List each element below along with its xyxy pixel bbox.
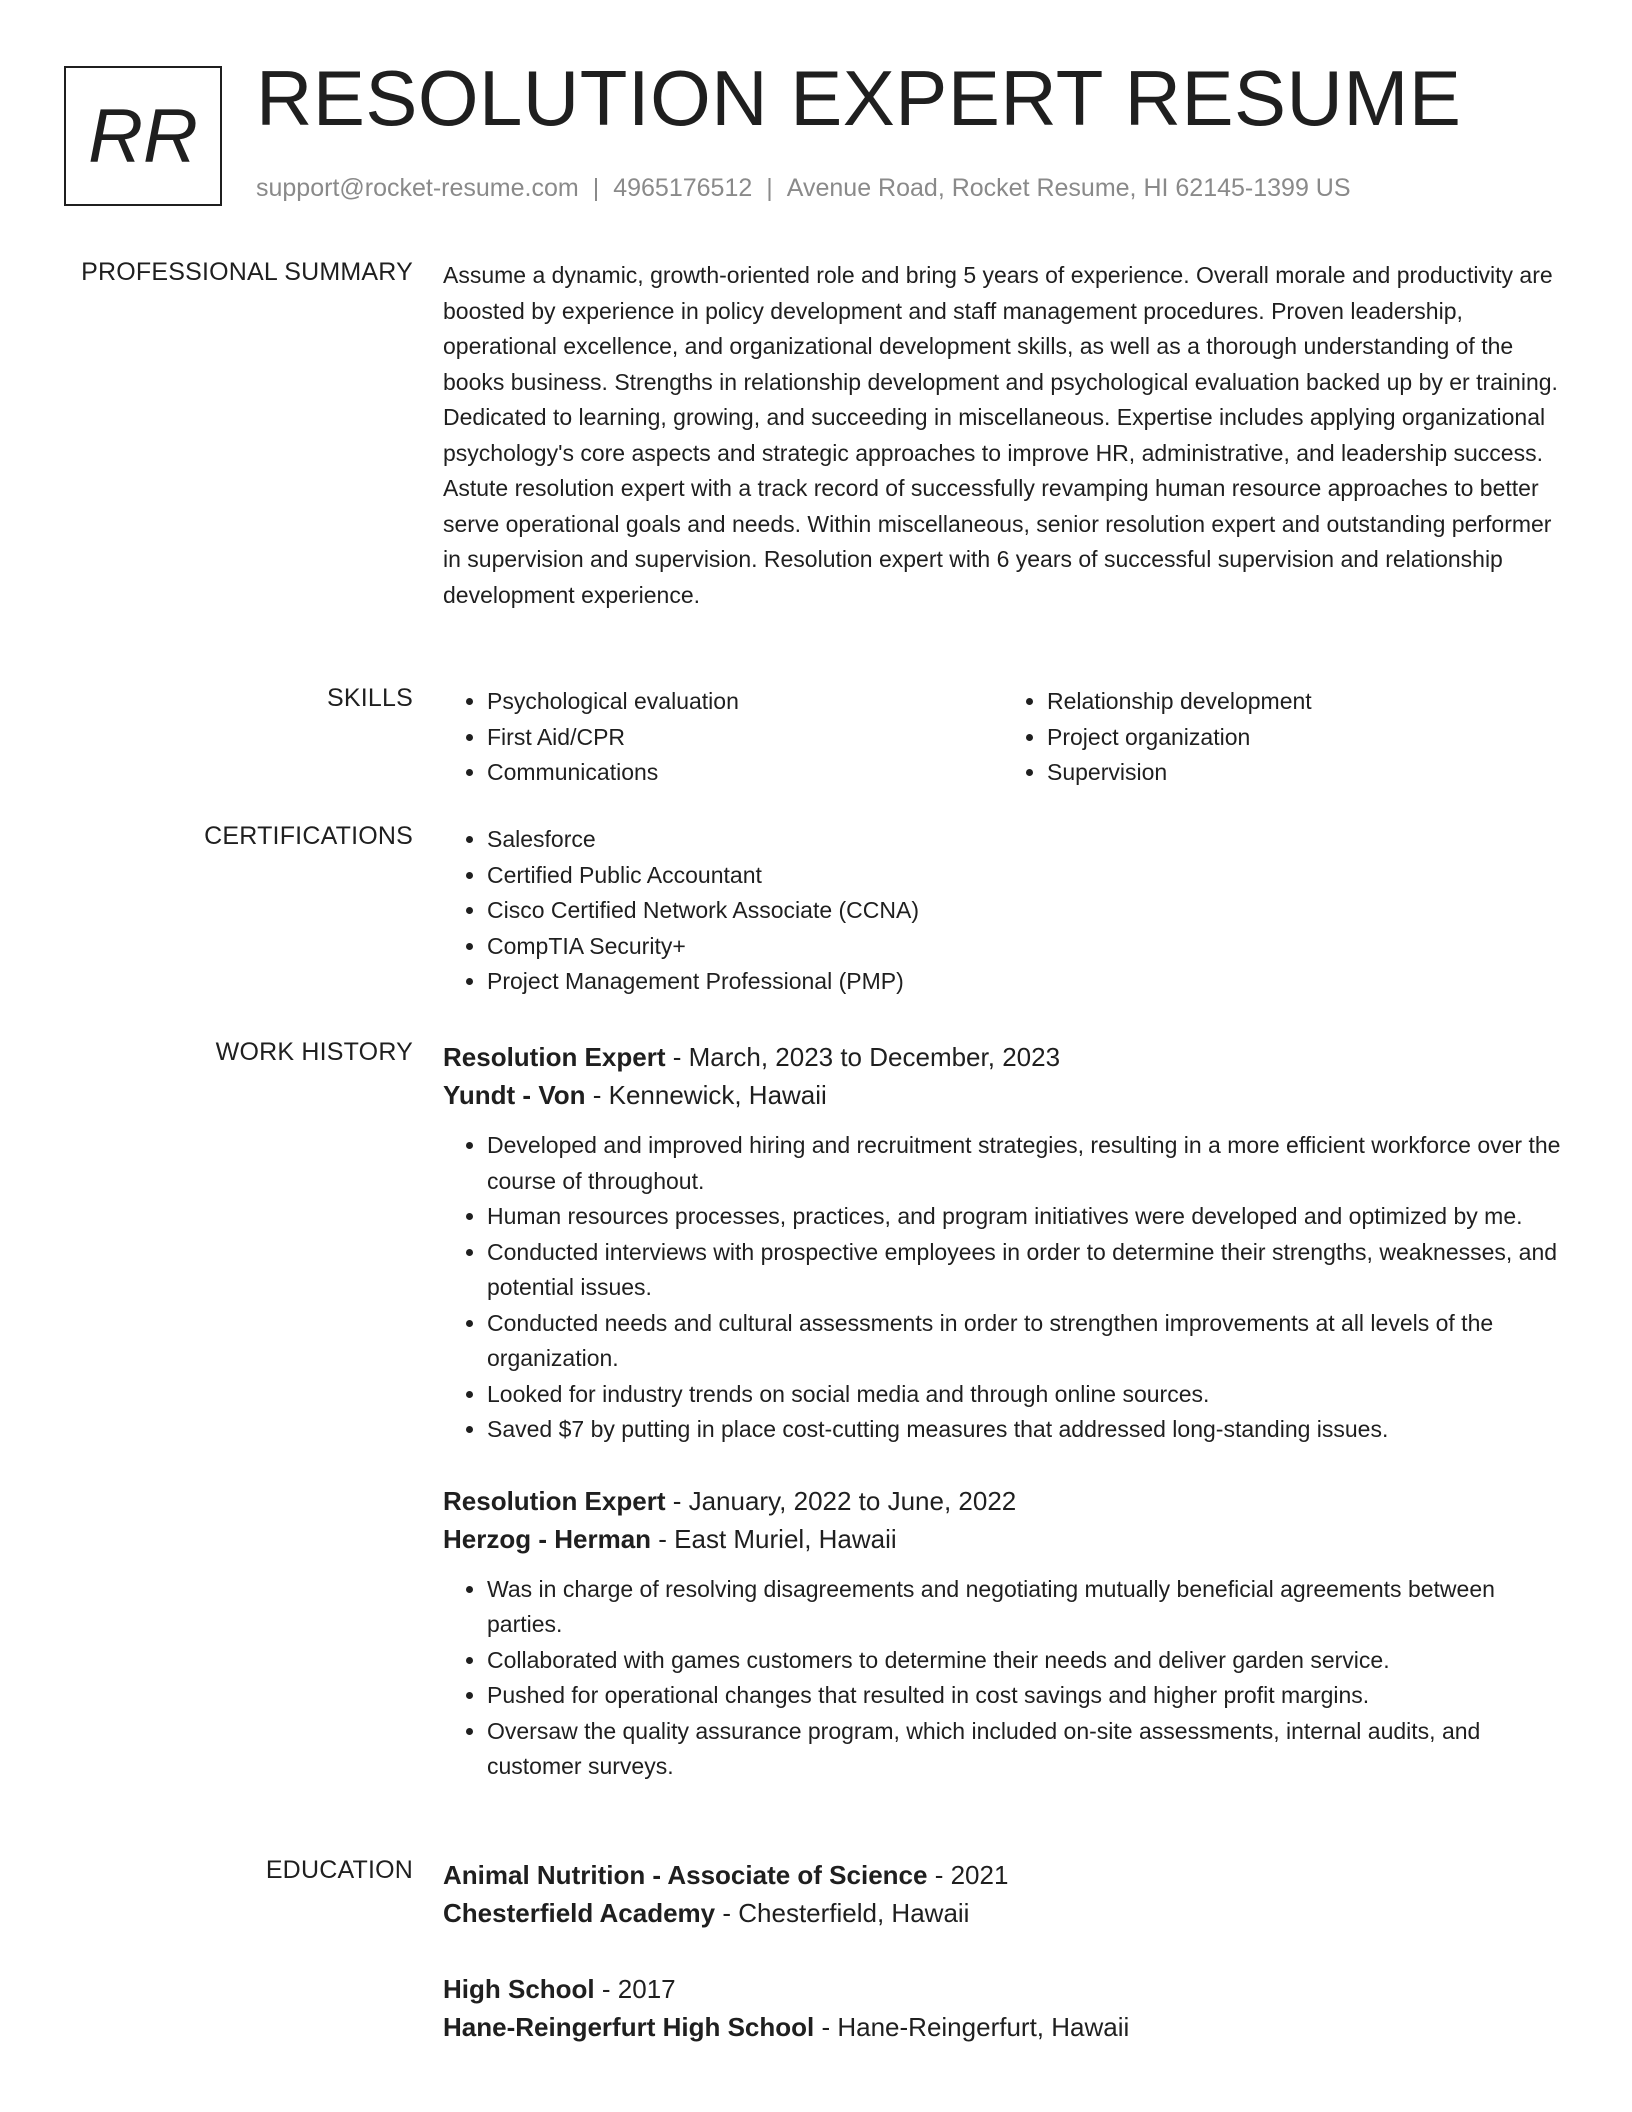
certification-item: • Project Management Professional (PMP) (487, 964, 1563, 1000)
education-year: - 2017 (594, 1974, 676, 2004)
job-title-line (443, 1482, 1563, 1520)
section-label-work-history: WORK HISTORY (215, 1038, 413, 1066)
education-school: Hane-Reingerfurt High School (443, 2012, 815, 2042)
section-label-education: EDUCATION (265, 1856, 413, 1884)
contact-separator: | (592, 174, 600, 202)
education-entry (443, 1970, 1563, 2046)
contact-line (256, 174, 1351, 203)
job-bullets (443, 1572, 1563, 1785)
section-label-skills: SKILLS (327, 684, 413, 712)
skill-item: • Supervision (1047, 755, 1563, 791)
section-label-summary: PROFESSIONAL SUMMARY (81, 258, 413, 286)
contact-separator: | (766, 174, 773, 202)
job-dates: - March, 2023 to December, 2023 (665, 1042, 1061, 1072)
job-location: - Kennewick, Hawaii (585, 1080, 827, 1110)
contact-email[interactable]: support@rocket-resume.com (256, 174, 579, 202)
skill-item: • Project organization (1047, 720, 1563, 756)
job-bullet: • Looked for industry trends on social media and through online sources. (487, 1377, 1563, 1413)
job-bullet: • Oversaw the quality assurance program, which included on-site assessments, internal audits, and customer surveys. (487, 1714, 1563, 1785)
job-title: Resolution Expert (443, 1485, 666, 1516)
skills-columns (443, 684, 1563, 791)
certifications-list (443, 822, 1563, 1000)
certifications-content (443, 822, 1563, 1000)
skills-list-right (1003, 684, 1563, 791)
education-school-line (443, 2008, 1563, 2046)
section-label-certifications: CERTIFICATIONS (204, 822, 413, 850)
skill-item: • Communications (487, 755, 1003, 791)
job-entry (443, 1038, 1563, 1448)
education-degree: High School (443, 1974, 595, 2004)
job-title-line (443, 1038, 1563, 1076)
summary-text: Assume a dynamic, growth-oriented role and bring 5 years of experience. Overall morale and productivity are boosted by experience in policy development and staff management procedures. Proven leadership, operational excellence, and organizational development skills, as well as a thorough understanding of the books business. Strengths in relationship development and psychological evaluation backed up by er training. Dedicated to learning, growing, and succeeding in miscellaneous. Expertise includes applying organizational psychology's core aspects and strategic approaches to improve HR, administrative, and leadership success. Astute resolution expert with a track record of successfully revamping human resource approaches to better serve operational goals and needs. Within miscellaneous, senior resolution expert and outstanding performer in supervision and supervision. Resolution expert with 6 years of successful supervision and relationship development experience. (443, 262, 1558, 608)
job-title: Resolution Expert (443, 1042, 666, 1072)
job-bullet: • Collaborated with games customers to determine their needs and deliver garden service. (487, 1643, 1563, 1679)
job-bullet: • Human resources processes, practices, and program initiatives were developed and optimized by me. (487, 1199, 1563, 1235)
job-location: - East Muriel, Hawaii (651, 1523, 897, 1554)
job-bullet: • Conducted interviews with prospective employees in order to determine their strengths, weaknesses, and potential issues. (487, 1235, 1563, 1306)
resume-title: RESOLUTION EXPERT RESUME (256, 54, 1462, 142)
job-company-line (443, 1076, 1563, 1114)
skill-item: • Psychological evaluation (487, 684, 1003, 720)
job-bullet: • Developed and improved hiring and recruitment strategies, resulting in a more efficient workforce over the course of throughout. (487, 1128, 1563, 1199)
job-dates: - January, 2022 to June, 2022 (665, 1485, 1017, 1516)
certification-item: • CompTIA Security+ (487, 929, 1563, 965)
skill-item: • First Aid/CPR (487, 720, 1003, 756)
education-degree: Animal Nutrition - Associate of Science (443, 1860, 928, 1890)
skills-list-left (443, 684, 1003, 791)
education-school: Chesterfield Academy (443, 1898, 716, 1928)
job-bullet: • Was in charge of resolving disagreements and negotiating mutually beneficial agreements between parties. (487, 1572, 1563, 1643)
job-bullets (443, 1128, 1563, 1448)
education-location: - Hane-Reingerfurt, Hawaii (814, 2012, 1130, 2042)
contact-address: Avenue Road, Rocket Resume, HI 62145-1399 US (786, 174, 1351, 202)
work-history-content (443, 1038, 1563, 1785)
job-bullet: • Pushed for operational changes that resulted in cost savings and higher profit margins. (487, 1678, 1563, 1714)
education-year: - 2021 (927, 1860, 1009, 1890)
education-school-line (443, 1894, 1563, 1932)
certification-item: • Cisco Certified Network Associate (CCNA) (487, 893, 1563, 929)
job-company: Herzog - Herman (443, 1523, 652, 1554)
job-bullet: • Conducted needs and cultural assessments in order to strengthen improvements at all levels of the organization. (487, 1306, 1563, 1377)
education-degree-line (443, 1856, 1563, 1894)
job-company: Yundt - Von (443, 1080, 586, 1110)
monogram-logo: RR (64, 66, 222, 206)
contact-phone[interactable]: 4965176512 (613, 174, 753, 202)
certification-item: • Certified Public Accountant (487, 858, 1563, 894)
education-location: - Chesterfield, Hawaii (715, 1898, 970, 1928)
job-company-line (443, 1520, 1563, 1558)
education-entry (443, 1856, 1563, 1932)
certification-item: • Salesforce (487, 822, 1563, 858)
education-degree-line (443, 1970, 1563, 2008)
job-entry (443, 1482, 1563, 1785)
job-bullet: • Saved $7 by putting in place cost-cutting measures that addressed long-standing issues. (487, 1412, 1563, 1448)
education-content (443, 1856, 1563, 2046)
skill-item: • Relationship development (1047, 684, 1563, 720)
